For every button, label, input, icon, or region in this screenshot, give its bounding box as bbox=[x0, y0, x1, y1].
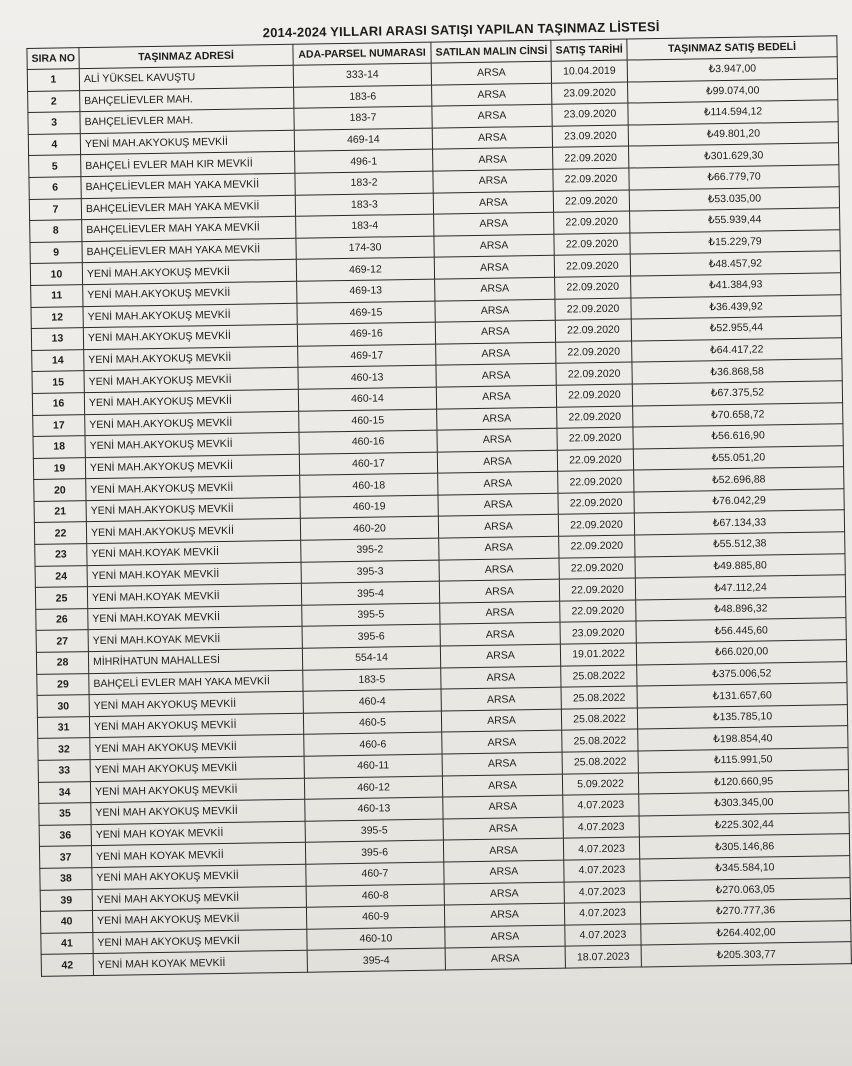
sale-price: ₺70.658,72 bbox=[633, 402, 843, 427]
row-number: 24 bbox=[35, 565, 87, 587]
property-address: YENİ MAH KOYAK MEVKİİ bbox=[93, 951, 307, 976]
sale-date: 4.07.2023 bbox=[564, 881, 640, 904]
row-number: 12 bbox=[31, 306, 83, 328]
sale-price: ₺135.785,10 bbox=[637, 704, 847, 729]
property-address: YENİ MAH AKYOKUŞ MEVKİİ bbox=[90, 756, 304, 781]
parcel-number: 460-8 bbox=[306, 884, 444, 908]
sale-price: ₺56.445,60 bbox=[636, 618, 846, 643]
property-address: YENİ MAH.AKYOKUŞ MEVKİİ bbox=[84, 389, 298, 414]
document-title: 2014-2024 YILLARI ARASI SATIŞI YAPILAN TAŞINMAZ LİSTESİ bbox=[262, 19, 660, 41]
property-type: ARSA bbox=[440, 623, 560, 646]
row-number: 22 bbox=[34, 522, 86, 544]
row-number: 21 bbox=[34, 500, 86, 522]
property-address: BAHÇELİEVLER MAH YAKA MEVKİİ bbox=[81, 173, 295, 198]
parcel-number: 469-17 bbox=[298, 344, 436, 368]
parcel-number: 469-13 bbox=[297, 279, 435, 303]
sale-price: ₺49.885,80 bbox=[635, 553, 845, 578]
property-address: BAHÇELİEVLER MAH. bbox=[80, 87, 294, 112]
row-number: 3 bbox=[28, 112, 80, 134]
sale-date: 22.09.2020 bbox=[556, 362, 632, 385]
parcel-number: 460-7 bbox=[306, 862, 444, 886]
row-number: 19 bbox=[33, 457, 85, 479]
sale-date: 22.09.2020 bbox=[557, 449, 633, 472]
property-type: ARSA bbox=[436, 385, 556, 408]
sale-date: 22.09.2020 bbox=[560, 600, 636, 623]
property-type: ARSA bbox=[437, 428, 557, 451]
property-type: ARSA bbox=[432, 104, 552, 127]
property-type: ARSA bbox=[436, 364, 556, 387]
row-number: 20 bbox=[34, 479, 86, 501]
sale-date: 4.07.2023 bbox=[565, 924, 641, 947]
property-address: YENİ MAH.KOYAK MEVKİİ bbox=[87, 562, 301, 587]
property-address: BAHÇELİEVLER MAH YAKA MEVKİİ bbox=[82, 238, 296, 263]
sale-price: ₺270.777,36 bbox=[640, 899, 850, 924]
sale-date: 4.07.2023 bbox=[563, 794, 639, 817]
sale-price: ₺55.939,44 bbox=[630, 208, 840, 233]
sale-price: ₺52.955,44 bbox=[631, 316, 841, 341]
sale-price: ₺270.063,05 bbox=[640, 877, 850, 902]
sale-price: ₺375.006,52 bbox=[637, 661, 847, 686]
parcel-number: 460-18 bbox=[300, 473, 438, 497]
property-address: YENİ MAH AKYOKUŞ MEVKİİ bbox=[92, 907, 306, 932]
property-type: ARSA bbox=[431, 61, 551, 84]
property-address: YENİ MAH.KOYAK MEVKİİ bbox=[88, 605, 302, 630]
row-number: 41 bbox=[41, 932, 93, 954]
property-address: YENİ MAH.AKYOKUŞ MEVKİİ bbox=[85, 432, 299, 457]
sale-price: ₺120.660,95 bbox=[638, 769, 848, 794]
row-number: 13 bbox=[31, 328, 83, 350]
row-number: 40 bbox=[40, 911, 92, 933]
property-type: ARSA bbox=[438, 493, 558, 516]
sale-date: 22.09.2020 bbox=[553, 190, 629, 213]
property-sales-table bbox=[26, 35, 851, 977]
sale-date: 25.08.2022 bbox=[561, 708, 637, 731]
property-address: BAHÇELİ EVLER MAH YAKA MEVKİİ bbox=[89, 670, 303, 695]
sale-price: ₺99.074,00 bbox=[628, 78, 838, 103]
property-address: YENİ MAH.KOYAK MEVKİİ bbox=[87, 583, 301, 608]
sale-date: 10.04.2019 bbox=[551, 60, 627, 83]
parcel-number: 460-19 bbox=[300, 495, 438, 519]
property-address: YENİ MAH.AKYOKUŞ MEVKİİ bbox=[83, 281, 297, 306]
property-type: ARSA bbox=[445, 946, 565, 969]
property-address: YENİ MAH.AKYOKUŞ MEVKİİ bbox=[80, 130, 294, 155]
sale-date: 4.07.2023 bbox=[564, 859, 640, 882]
parcel-number: 395-6 bbox=[305, 840, 443, 864]
sale-price: ₺52.696,88 bbox=[634, 467, 844, 492]
sale-price: ₺56.616,90 bbox=[633, 424, 843, 449]
property-type: ARSA bbox=[441, 687, 561, 710]
sale-price: ₺49.801,20 bbox=[628, 122, 838, 147]
property-type: ARSA bbox=[442, 774, 562, 797]
sale-price: ₺301.629,30 bbox=[629, 143, 839, 168]
row-number: 38 bbox=[40, 868, 92, 890]
sale-date: 22.09.2020 bbox=[558, 470, 634, 493]
row-number: 30 bbox=[37, 695, 89, 717]
sale-date: 4.07.2023 bbox=[564, 902, 640, 925]
sale-date: 22.09.2020 bbox=[557, 406, 633, 429]
parcel-number: 460-5 bbox=[303, 711, 441, 735]
property-type: ARSA bbox=[434, 234, 554, 257]
sale-price: ₺36.439,92 bbox=[631, 294, 841, 319]
parcel-number: 460-17 bbox=[299, 452, 437, 476]
column-header-sale-price: TAŞINMAZ SATIŞ BEDELİ bbox=[627, 36, 837, 60]
table-body bbox=[27, 57, 851, 977]
property-address: BAHÇELİEVLER MAH YAKA MEVKİİ bbox=[82, 216, 296, 241]
sale-date: 22.09.2020 bbox=[559, 535, 635, 558]
row-number: 37 bbox=[39, 846, 91, 868]
property-address: YENİ MAH.KOYAK MEVKİİ bbox=[87, 540, 301, 565]
sale-date: 23.09.2020 bbox=[560, 621, 636, 644]
row-number: 11 bbox=[31, 285, 83, 307]
parcel-number: 460-15 bbox=[299, 409, 437, 433]
parcel-number: 460-13 bbox=[305, 797, 443, 821]
property-type: ARSA bbox=[444, 860, 564, 883]
sale-price: ₺3.947,00 bbox=[627, 57, 837, 82]
property-type: ARSA bbox=[434, 256, 554, 279]
property-type: ARSA bbox=[436, 342, 556, 365]
row-number: 29 bbox=[37, 673, 89, 695]
property-address: BAHÇELİEVLER MAH. bbox=[80, 108, 294, 133]
sale-date: 22.09.2020 bbox=[554, 233, 630, 256]
property-type: ARSA bbox=[432, 126, 552, 149]
row-number: 39 bbox=[40, 889, 92, 911]
property-type: ARSA bbox=[443, 817, 563, 840]
property-address: YENİ MAH AKYOKUŞ MEVKİİ bbox=[89, 713, 303, 738]
sale-date: 19.01.2022 bbox=[560, 643, 636, 666]
parcel-number: 460-13 bbox=[298, 365, 436, 389]
sale-date: 22.09.2020 bbox=[555, 276, 631, 299]
parcel-number: 460-11 bbox=[304, 754, 442, 778]
row-number: 10 bbox=[30, 263, 82, 285]
sale-date: 22.09.2020 bbox=[558, 513, 634, 536]
property-address: YENİ MAH.AKYOKUŞ MEVKİİ bbox=[86, 476, 300, 501]
property-address: YENİ MAH AKYOKUŞ MEVKİİ bbox=[90, 778, 304, 803]
property-address: YENİ MAH.AKYOKUŞ MEVKİİ bbox=[86, 497, 300, 522]
property-address: YENİ MAH.AKYOKUŞ MEVKİİ bbox=[82, 260, 296, 285]
property-address: YENİ MAH AKYOKUŞ MEVKİİ bbox=[89, 691, 303, 716]
property-address: YENİ MAH KOYAK MEVKİİ bbox=[91, 843, 305, 868]
parcel-number: 469-12 bbox=[296, 257, 434, 281]
sale-date: 22.09.2020 bbox=[554, 254, 630, 277]
sale-price: ₺67.375,52 bbox=[632, 381, 842, 406]
parcel-number: 460-20 bbox=[300, 517, 438, 541]
row-number: 23 bbox=[35, 544, 87, 566]
property-type: ARSA bbox=[432, 83, 552, 106]
parcel-number: 395-5 bbox=[305, 819, 443, 843]
parcel-number: 395-3 bbox=[301, 560, 439, 584]
property-address: YENİ MAH AKYOKUŞ MEVKİİ bbox=[92, 886, 306, 911]
sale-price: ₺198.854,40 bbox=[638, 726, 848, 751]
parcel-number: 460-10 bbox=[307, 927, 445, 951]
parcel-number: 496-1 bbox=[295, 150, 433, 174]
row-number: 31 bbox=[37, 716, 89, 738]
property-type: ARSA bbox=[442, 731, 562, 754]
property-type: ARSA bbox=[441, 709, 561, 732]
property-address: YENİ MAH AKYOKUŞ MEVKİİ bbox=[92, 864, 306, 889]
property-type: ARSA bbox=[443, 795, 563, 818]
parcel-number: 183-3 bbox=[295, 193, 433, 217]
sale-price: ₺345.584,10 bbox=[640, 856, 850, 881]
property-address: ALİ YÜKSEL KAVUŞTU bbox=[79, 65, 293, 90]
sale-price: ₺67.134,33 bbox=[634, 510, 844, 535]
sale-price: ₺41.384,93 bbox=[631, 273, 841, 298]
parcel-number: 395-4 bbox=[307, 948, 445, 972]
parcel-number: 395-2 bbox=[301, 538, 439, 562]
column-header-property-type: SATILAN MALIN CİNSİ bbox=[431, 40, 551, 63]
column-header-address: TAŞINMAZ ADRESİ bbox=[79, 44, 293, 68]
sale-price: ₺55.512,38 bbox=[635, 532, 845, 557]
property-type: ARSA bbox=[445, 925, 565, 948]
property-type: ARSA bbox=[443, 839, 563, 862]
property-address: YENİ MAH.AKYOKUŞ MEVKİİ bbox=[85, 454, 299, 479]
sale-date: 22.09.2020 bbox=[556, 384, 632, 407]
property-type: ARSA bbox=[441, 666, 561, 689]
sale-price: ₺303.345,00 bbox=[639, 791, 849, 816]
sale-price: ₺131.657,60 bbox=[637, 683, 847, 708]
parcel-number: 460-6 bbox=[304, 732, 442, 756]
property-address: YENİ MAH KOYAK MEVKİİ bbox=[91, 821, 305, 846]
property-type: ARSA bbox=[437, 450, 557, 473]
parcel-number: 460-12 bbox=[304, 776, 442, 800]
sale-date: 22.09.2020 bbox=[555, 319, 631, 342]
parcel-number: 183-4 bbox=[296, 214, 434, 238]
parcel-number: 183-6 bbox=[294, 85, 432, 109]
parcel-number: 554-14 bbox=[302, 646, 440, 670]
sale-price: ₺66.779,70 bbox=[629, 165, 839, 190]
row-number: 28 bbox=[36, 652, 88, 674]
sale-date: 22.09.2020 bbox=[557, 427, 633, 450]
row-number: 33 bbox=[38, 760, 90, 782]
sale-date: 23.09.2020 bbox=[552, 82, 628, 105]
sale-price: ₺53.035,00 bbox=[629, 186, 839, 211]
sale-date: 22.09.2020 bbox=[553, 146, 629, 169]
row-number: 9 bbox=[30, 241, 82, 263]
property-type: ARSA bbox=[440, 644, 560, 667]
column-header-parcel: ADA-PARSEL NUMARASI bbox=[293, 42, 431, 65]
sale-price: ₺48.896,32 bbox=[636, 597, 846, 622]
property-type: ARSA bbox=[439, 558, 559, 581]
parcel-number: 183-2 bbox=[295, 171, 433, 195]
property-address: YENİ MAH.KOYAK MEVKİİ bbox=[88, 627, 302, 652]
sale-date: 22.09.2020 bbox=[553, 168, 629, 191]
sale-price: ₺76.042,29 bbox=[634, 489, 844, 514]
property-type: ARSA bbox=[444, 882, 564, 905]
property-type: ARSA bbox=[438, 515, 558, 538]
sale-price: ₺115.991,50 bbox=[638, 748, 848, 773]
sale-date: 25.08.2022 bbox=[562, 751, 638, 774]
parcel-number: 395-5 bbox=[302, 603, 440, 627]
row-number: 5 bbox=[29, 155, 81, 177]
sale-price: ₺305.146,86 bbox=[639, 834, 849, 859]
sale-price: ₺36.868,58 bbox=[632, 359, 842, 384]
sale-date: 22.09.2020 bbox=[554, 211, 630, 234]
property-type: ARSA bbox=[442, 752, 562, 775]
row-number: 35 bbox=[39, 803, 91, 825]
row-number: 34 bbox=[38, 781, 90, 803]
property-address: BAHÇELİEVLER MAH YAKA MEVKİİ bbox=[81, 195, 295, 220]
row-number: 18 bbox=[33, 436, 85, 458]
property-type: ARSA bbox=[440, 601, 560, 624]
row-number: 25 bbox=[35, 587, 87, 609]
sale-date: 22.09.2020 bbox=[559, 557, 635, 580]
parcel-number: 460-16 bbox=[299, 430, 437, 454]
row-number: 4 bbox=[28, 133, 80, 155]
parcel-number: 183-5 bbox=[303, 668, 441, 692]
parcel-number: 395-4 bbox=[301, 581, 439, 605]
property-type: ARSA bbox=[438, 471, 558, 494]
parcel-number: 469-14 bbox=[294, 128, 432, 152]
parcel-number: 174-30 bbox=[296, 236, 434, 260]
parcel-number: 183-7 bbox=[294, 106, 432, 130]
sale-price: ₺66.020,00 bbox=[636, 640, 846, 665]
property-type: ARSA bbox=[434, 212, 554, 235]
sale-date: 4.07.2023 bbox=[563, 837, 639, 860]
sale-date: 25.08.2022 bbox=[561, 686, 637, 709]
property-type: ARSA bbox=[439, 579, 559, 602]
sale-date: 18.07.2023 bbox=[565, 945, 641, 968]
row-number: 2 bbox=[28, 90, 80, 112]
property-type: ARSA bbox=[435, 320, 555, 343]
row-number: 7 bbox=[29, 198, 81, 220]
property-address: BAHÇELİ EVLER MAH KIR MEVKİİ bbox=[81, 152, 295, 177]
property-type: ARSA bbox=[433, 169, 553, 192]
property-type: ARSA bbox=[435, 277, 555, 300]
sale-date: 23.09.2020 bbox=[552, 125, 628, 148]
property-address: YENİ MAH.AKYOKUŞ MEVKİİ bbox=[83, 303, 297, 328]
sale-price: ₺264.402,00 bbox=[641, 920, 851, 945]
row-number: 17 bbox=[33, 414, 85, 436]
row-number: 26 bbox=[36, 608, 88, 630]
column-header-sale-date: SATIŞ TARİHİ bbox=[551, 39, 627, 61]
parcel-number: 395-6 bbox=[302, 625, 440, 649]
property-address: YENİ MAH AKYOKUŞ MEVKİİ bbox=[93, 929, 307, 954]
property-type: ARSA bbox=[435, 299, 555, 322]
sale-price: ₺114.594,12 bbox=[628, 100, 838, 125]
row-number: 8 bbox=[30, 220, 82, 242]
row-number: 1 bbox=[27, 69, 79, 91]
property-address: MİHRİHATUN MAHALLESİ bbox=[88, 648, 302, 673]
property-address: YENİ MAH.AKYOKUŞ MEVKİİ bbox=[84, 346, 298, 371]
sale-price: ₺55.051,20 bbox=[633, 445, 843, 470]
sale-date: 5.09.2022 bbox=[562, 773, 638, 796]
property-sales-document bbox=[26, 9, 851, 977]
sale-price: ₺205.303,77 bbox=[641, 942, 851, 967]
row-number: 36 bbox=[39, 824, 91, 846]
row-number: 42 bbox=[41, 954, 93, 976]
property-address: YENİ MAH AKYOKUŞ MEVKİİ bbox=[91, 799, 305, 824]
sale-date: 4.07.2023 bbox=[563, 816, 639, 839]
property-address: YENİ MAH.AKYOKUŞ MEVKİİ bbox=[84, 368, 298, 393]
sale-price: ₺64.417,22 bbox=[632, 337, 842, 362]
sale-date: 25.08.2022 bbox=[561, 665, 637, 688]
parcel-number: 469-16 bbox=[297, 322, 435, 346]
sale-price: ₺48.457,92 bbox=[630, 251, 840, 276]
row-number: 14 bbox=[32, 349, 84, 371]
row-number: 32 bbox=[38, 738, 90, 760]
sale-date: 22.09.2020 bbox=[558, 492, 634, 515]
property-type: ARSA bbox=[444, 903, 564, 926]
sale-price: ₺15.229,79 bbox=[630, 229, 840, 254]
property-address: YENİ MAH.AKYOKUŞ MEVKİİ bbox=[86, 519, 300, 544]
property-type: ARSA bbox=[439, 536, 559, 559]
sale-date: 22.09.2020 bbox=[555, 298, 631, 321]
property-address: YENİ MAH AKYOKUŞ MEVKİİ bbox=[90, 735, 304, 760]
row-number: 15 bbox=[32, 371, 84, 393]
sale-date: 23.09.2020 bbox=[552, 103, 628, 126]
row-number: 6 bbox=[29, 177, 81, 199]
sale-price: ₺225.302,44 bbox=[639, 812, 849, 837]
sale-date: 22.09.2020 bbox=[559, 578, 635, 601]
row-number: 16 bbox=[32, 393, 84, 415]
property-type: ARSA bbox=[433, 148, 553, 171]
column-header-sira-no: SIRA NO bbox=[27, 48, 79, 70]
sale-price: ₺47.112,24 bbox=[635, 575, 845, 600]
property-type: ARSA bbox=[433, 191, 553, 214]
row-number: 27 bbox=[36, 630, 88, 652]
parcel-number: 460-9 bbox=[306, 905, 444, 929]
property-address: YENİ MAH.AKYOKUŞ MEVKİİ bbox=[85, 411, 299, 436]
sale-date: 25.08.2022 bbox=[562, 729, 638, 752]
parcel-number: 469-15 bbox=[297, 301, 435, 325]
property-address: YENİ MAH.AKYOKUŞ MEVKİİ bbox=[83, 324, 297, 349]
parcel-number: 333-14 bbox=[293, 63, 431, 87]
parcel-number: 460-4 bbox=[303, 689, 441, 713]
sale-date: 22.09.2020 bbox=[556, 341, 632, 364]
parcel-number: 460-14 bbox=[298, 387, 436, 411]
property-type: ARSA bbox=[437, 407, 557, 430]
